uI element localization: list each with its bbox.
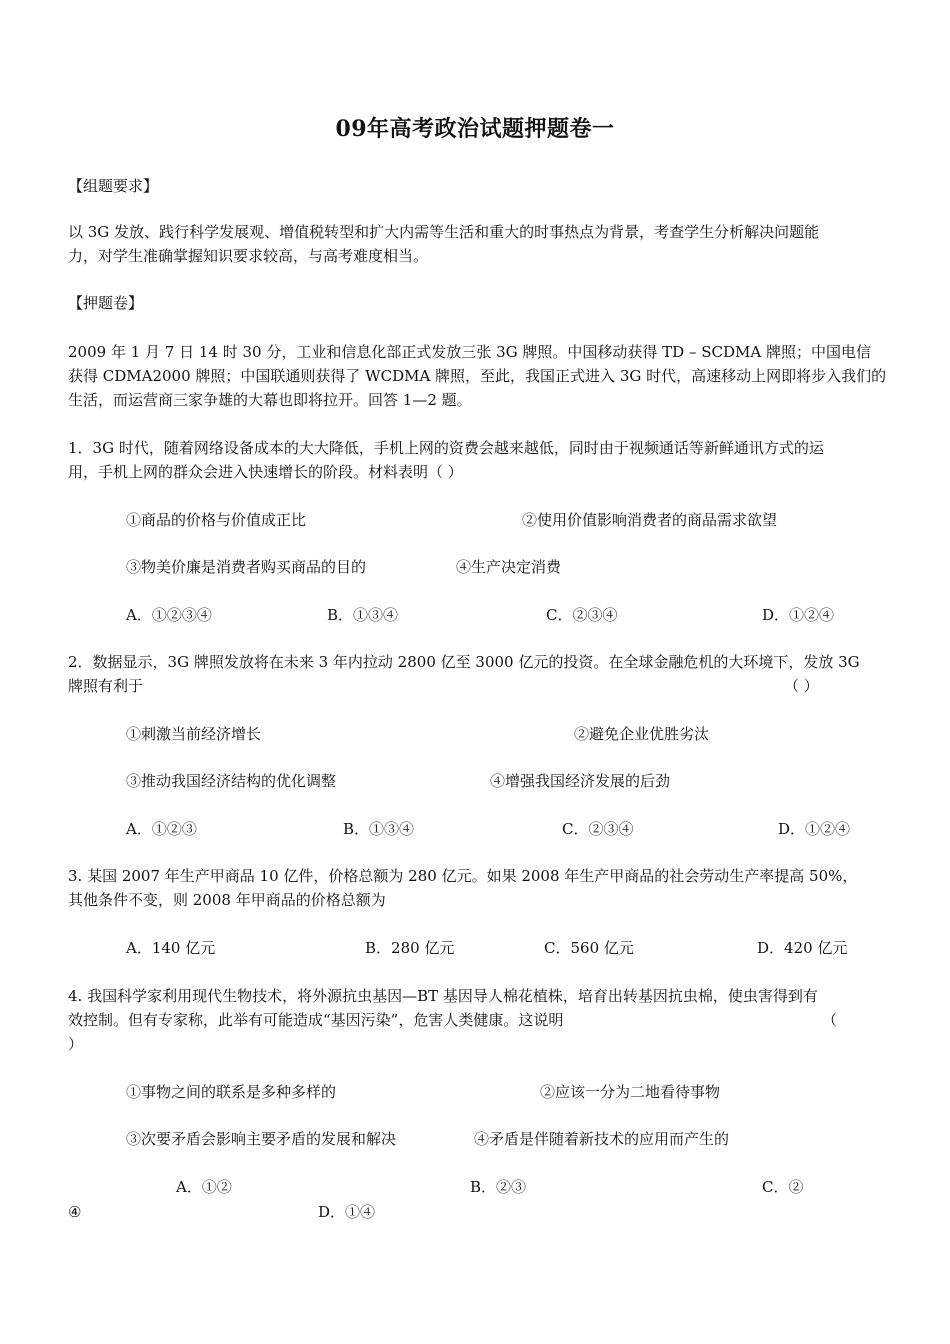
page-title: 09年高考政治试题押题卷一 (335, 116, 615, 142)
q4-choice-c-continued: ④ (68, 1203, 82, 1221)
q2-item-1: ①刺激当前经济增长 (126, 725, 262, 743)
section-heading-requirements: 【组题要求】 (68, 177, 159, 195)
q2-choice-d[interactable]: D．①②④ (778, 820, 851, 838)
paragraph-line: 2．数据显示，3G 牌照发放将在未来 3 年内拉动 2800 亿至 3000 亿元的投资。在全球金融危机的大环境下，发放 3G (68, 653, 860, 671)
paragraph-line: 1．3G 时代，随着网络设备成本的大大降低，手机上网的资费会越来越低，同时由于视频通话等新鲜通讯方式的运 (68, 439, 824, 457)
q1-choice-d[interactable]: D．①②④ (762, 606, 835, 624)
q1-item-4: ④生产决定消费 (456, 558, 562, 576)
q4-bracket-close: ） (68, 1035, 84, 1053)
paragraph-line: 用，手机上网的群众会进入快速增长的阶段。材料表明（ ） (68, 463, 463, 481)
question-4-stem (68, 984, 886, 1032)
paragraph-line: 效控制。但有专家称，此举有可能造成“基因污染”，危害人类健康。这说明 (68, 1011, 564, 1029)
paragraph-line: 以 3G 发放、践行科学发展观、增值税转型和扩大内需等生活和重大的时事热点为背景，考查学生分析解决问题能 (68, 223, 820, 241)
q2-choice-a[interactable]: A．①②③ (126, 820, 197, 838)
paragraph-line: 4. 我国科学家利用现代生物技术，将外源抗虫基因—BT 基因导人棉花植株，培育出转基因抗虫棉，使虫害得到有 (68, 987, 818, 1005)
paragraph-line: 获得 CDMA2000 牌照；中国联通则获得了 WCDMA 牌照，至此，我国正式进入 3G 时代，高速移动上网即将步入我们的 (68, 367, 887, 385)
q4-choice-a[interactable]: A．①② (176, 1178, 232, 1196)
question-1-stem (68, 436, 886, 484)
paragraph-line: 牌照有利于 (68, 677, 144, 695)
q2-choice-c[interactable]: C．②③④ (562, 820, 634, 838)
q1-item-1: ①商品的价格与价值成正比 (126, 511, 307, 529)
q4-item-1: ①事物之间的联系是多种多样的 (126, 1083, 337, 1101)
paragraph-line: 2009 年 1 月 7 日 14 时 30 分，工业和信息化部正式发放三张 3G 牌照。中国移动获得 TD – SCDMA 牌照；中国电信 (68, 343, 871, 361)
paragraph-line: 3. 某国 2007 年生产甲商品 10 亿件，价格总额为 280 亿元。如果 2008 年生产甲商品的社会劳动生产率提高 50%， (68, 867, 858, 885)
paragraph-line: 其他条件不变，则 2008 年甲商品的价格总额为 (68, 891, 386, 909)
q4-item-4: ④矛盾是伴随着新技术的应用而产生的 (474, 1130, 730, 1148)
requirements-paragraph (68, 220, 886, 268)
paragraph-line: 生活，而运营商三家争雄的大幕也即将拉开。回答 1—2 题。 (68, 391, 472, 409)
q2-item-2: ②避免企业优胜劣汰 (574, 725, 710, 743)
q2-answer-bracket: （ ） (784, 677, 819, 695)
paragraph-line: 力，对学生准确掌握知识要求较高，与高考难度相当。 (68, 247, 429, 265)
q4-bracket-open: （ (822, 1011, 838, 1029)
q4-item-2: ②应该一分为二地看待事物 (540, 1083, 721, 1101)
question-2-stem (68, 650, 886, 698)
q2-choice-b[interactable]: B．①③④ (343, 820, 415, 838)
q3-choice-a[interactable]: A．140 亿元 (126, 939, 216, 957)
q1-choice-a[interactable]: A．①②③④ (126, 606, 212, 624)
q1-item-3: ③物美价廉是消费者购买商品的目的 (126, 558, 367, 576)
q4-choice-c[interactable]: C．② (762, 1178, 804, 1196)
q2-item-4: ④增强我国经济发展的后劲 (490, 772, 671, 790)
intro-paragraph (68, 340, 886, 412)
section-heading-exam: 【押题卷】 (68, 294, 144, 312)
q1-choice-c[interactable]: C．②③④ (546, 606, 618, 624)
q4-item-3: ③次要矛盾会影响主要矛盾的发展和解决 (126, 1130, 397, 1148)
q4-choice-d[interactable]: D．①④ (318, 1203, 376, 1221)
q2-item-3: ③推动我国经济结构的优化调整 (126, 772, 337, 790)
q1-item-2: ②使用价值影响消费者的商品需求欲望 (522, 511, 778, 529)
q3-choice-d[interactable]: D．420 亿元 (757, 939, 848, 957)
q4-choice-b[interactable]: B．②③ (470, 1178, 527, 1196)
q3-choice-c[interactable]: C．560 亿元 (544, 939, 634, 957)
q3-choice-b[interactable]: B．280 亿元 (365, 939, 455, 957)
q1-choice-b[interactable]: B．①③④ (327, 606, 399, 624)
question-3-stem (68, 864, 886, 912)
